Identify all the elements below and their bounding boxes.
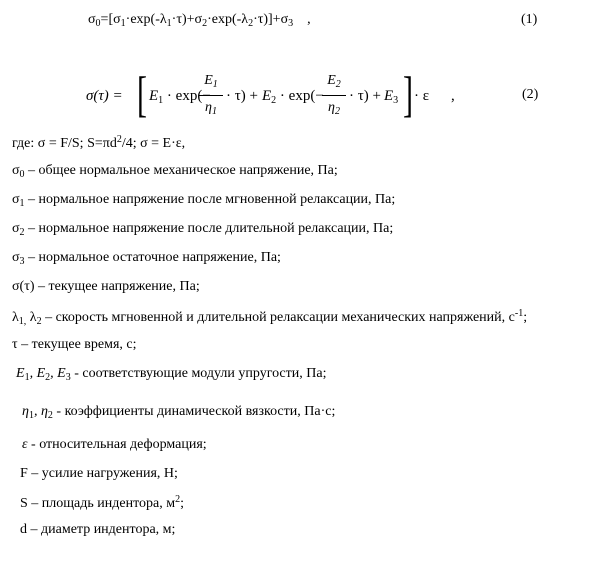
eq2-lhs: σ(τ) = [86, 88, 123, 104]
eq2-frac1-bar [199, 95, 223, 96]
def-moduli: $E_1$, $E_2$, $E_3$ - соответствующие модули упругости, Па; [16, 366, 327, 383]
def-sigma1: $\sigma_1$ – нормальное напряжение после мгновенной релаксации, Па; [12, 192, 396, 209]
def-diameter: d – диаметр индентора, м; [20, 522, 176, 537]
def-force: F – усилие нагружения, Н; [20, 466, 178, 481]
eq2-bracket-right: ] [403, 66, 413, 122]
eq2-bracket-left: [ [137, 66, 147, 122]
eq2-frac1-den: $\eta_1$ [205, 100, 217, 117]
def-tau: τ – текущее время, с; [12, 337, 137, 352]
def-lambda: $\lambda_{1,}$ $\lambda_2$ – скорость мгновенной и длительной релаксации механических напряжений, $с^{-1}$; [12, 308, 528, 327]
eq2-epsilon: · ε , [414, 88, 455, 104]
def-sigma0: $\sigma_0$ – общее нормальное механическое напряжение, Па; [12, 163, 338, 180]
eq2-tau2: · τ) + [349, 88, 381, 104]
def-sigma-tau: σ(τ) – текущее напряжение, Па; [12, 279, 200, 294]
def-viscosity: $\eta_1$, $\eta_2$ - коэффициенты динамической вязкости, Па·с; [22, 404, 336, 421]
eq2-tau1: · τ) + [226, 88, 258, 104]
eq2-term3: $E_3$ [384, 88, 399, 106]
eq2-frac2-bar [322, 95, 346, 96]
eq2-term2: $E_2 \cdot \exp(-$ [262, 88, 324, 106]
equation-1-number: (1) [521, 12, 538, 27]
equation-2-number: (2) [522, 87, 539, 102]
def-sigma2: $\sigma_2$ – нормальное напряжение после длительной релаксации, Па; [12, 221, 394, 238]
equation-1: $\sigma_0=[\sigma_1\cdot\exp(-\lambda_1\cdot\tau)+\sigma_2\cdot\exp(-\lambda_2\cdot\tau)]+\sigma_3$ , [88, 12, 311, 29]
eq2-frac2-num: $E_2$ [327, 73, 341, 90]
def-strain: ε - относительная деформация; [22, 437, 207, 452]
eq2-frac1-num: $E_1$ [204, 73, 218, 90]
eq2-term1: $E_1 \cdot \exp(-$ [149, 88, 211, 106]
eq2-frac2-den: $\eta_2$ [328, 100, 340, 117]
def-area: S – площадь индентора, $м^2$; [20, 494, 184, 511]
where-line: где: σ = F/S; $S=\pi d^2/4$; σ = E·ε, [12, 134, 186, 151]
def-sigma3: $\sigma_3$ – нормальное остаточное напряжение, Па; [12, 250, 281, 267]
